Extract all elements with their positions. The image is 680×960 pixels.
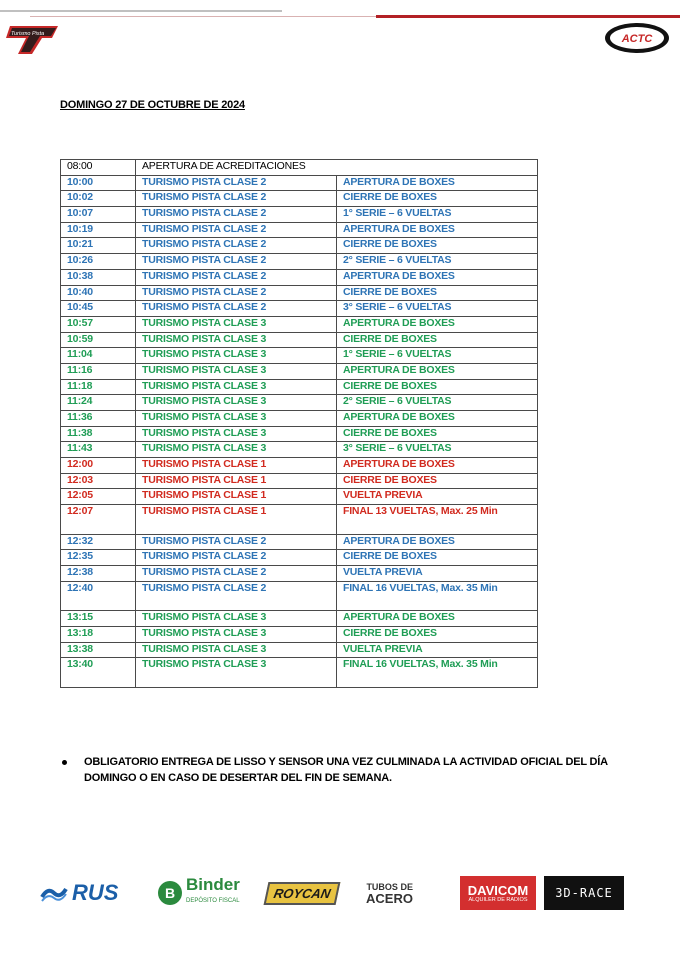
bullet-icon xyxy=(62,760,67,765)
schedule-activity: VUELTA PREVIA xyxy=(337,566,538,582)
schedule-time: 12:03 xyxy=(61,473,136,489)
schedule-time: 10:26 xyxy=(61,254,136,270)
schedule-row xyxy=(61,269,538,285)
actc-logo-text: ACTC xyxy=(621,33,653,45)
schedule-activity: 3° SERIE – 6 VUELTAS xyxy=(337,442,538,458)
schedule-activity: 1° SERIE – 6 VUELTAS xyxy=(337,348,538,364)
schedule-activity: APERTURA DE BOXES xyxy=(337,222,538,238)
schedule-category: TURISMO PISTA CLASE 3 xyxy=(136,411,337,427)
schedule-category: TURISMO PISTA CLASE 2 xyxy=(136,534,337,550)
schedule-activity: 3° SERIE – 6 VUELTAS xyxy=(337,301,538,317)
sponsor-roycan xyxy=(266,876,360,910)
schedule-row xyxy=(61,301,538,317)
schedule-category: TURISMO PISTA CLASE 3 xyxy=(136,348,337,364)
schedule-category: TURISMO PISTA CLASE 2 xyxy=(136,207,337,223)
schedule-row xyxy=(61,160,538,176)
schedule-category: TURISMO PISTA CLASE 3 xyxy=(136,426,337,442)
schedule-row xyxy=(61,566,538,582)
schedule-category: TURISMO PISTA CLASE 2 xyxy=(136,269,337,285)
schedule-time: 10:40 xyxy=(61,285,136,301)
schedule-activity: APERTURA DE BOXES xyxy=(337,316,538,332)
wave-icon xyxy=(40,883,68,903)
schedule-event: APERTURA DE ACREDITACIONES xyxy=(136,160,538,176)
schedule-activity: APERTURA DE BOXES xyxy=(337,269,538,285)
schedule-category: TURISMO PISTA CLASE 2 xyxy=(136,581,337,611)
schedule-activity: 1° SERIE – 6 VUELTAS xyxy=(337,207,538,223)
turismo-pista-logo-text: Turismo Pista xyxy=(11,31,45,37)
schedule-category: TURISMO PISTA CLASE 3 xyxy=(136,626,337,642)
header-rule-left xyxy=(0,10,282,12)
schedule-row xyxy=(61,626,538,642)
sponsor-binder-name xyxy=(186,877,240,909)
schedule-activity: CIERRE DE BOXES xyxy=(337,332,538,348)
schedule-activity: 2° SERIE – 6 VUELTAS xyxy=(337,395,538,411)
schedule-time: 12:05 xyxy=(61,489,136,505)
schedule-category: TURISMO PISTA CLASE 1 xyxy=(136,505,337,535)
schedule-time: 12:07 xyxy=(61,505,136,535)
sponsor-3d-race-name: 3D-RACE xyxy=(555,886,613,900)
sponsor-tubos-line2: ACERO xyxy=(366,891,413,906)
schedule-row xyxy=(61,191,538,207)
schedule-category: TURISMO PISTA CLASE 2 xyxy=(136,175,337,191)
sponsor-roycan-name: ROYCAN xyxy=(264,882,341,905)
schedule-activity: FINAL 13 VUELTAS, Max. 25 Min xyxy=(337,505,538,535)
schedule-row xyxy=(61,458,538,474)
schedule-time: 13:15 xyxy=(61,611,136,627)
schedule-activity: APERTURA DE BOXES xyxy=(337,458,538,474)
schedule-category: TURISMO PISTA CLASE 3 xyxy=(136,332,337,348)
schedule-time: 10:45 xyxy=(61,301,136,317)
schedule-category: TURISMO PISTA CLASE 3 xyxy=(136,658,337,688)
schedule-time: 12:38 xyxy=(61,566,136,582)
schedule-category: TURISMO PISTA CLASE 2 xyxy=(136,285,337,301)
schedule-time: 10:00 xyxy=(61,175,136,191)
schedule-activity: CIERRE DE BOXES xyxy=(337,626,538,642)
turismo-pista-logo xyxy=(6,22,60,56)
schedule-category: TURISMO PISTA CLASE 1 xyxy=(136,473,337,489)
schedule-activity: CIERRE DE BOXES xyxy=(337,473,538,489)
sponsor-tubos xyxy=(366,876,450,910)
sponsor-strip xyxy=(40,876,630,910)
actc-logo xyxy=(604,22,670,54)
schedule-time: 10:38 xyxy=(61,269,136,285)
schedule-row xyxy=(61,363,538,379)
schedule-time: 10:19 xyxy=(61,222,136,238)
schedule-activity: FINAL 16 VUELTAS, Max. 35 Min xyxy=(337,658,538,688)
schedule-activity: CIERRE DE BOXES xyxy=(337,379,538,395)
schedule-time: 10:57 xyxy=(61,316,136,332)
schedule-row xyxy=(61,285,538,301)
schedule-category: TURISMO PISTA CLASE 3 xyxy=(136,316,337,332)
schedule-row xyxy=(61,611,538,627)
schedule-category: TURISMO PISTA CLASE 3 xyxy=(136,442,337,458)
schedule-row xyxy=(61,642,538,658)
schedule-category: TURISMO PISTA CLASE 2 xyxy=(136,550,337,566)
schedule-time: 11:38 xyxy=(61,426,136,442)
schedule-row xyxy=(61,426,538,442)
schedule-row xyxy=(61,238,538,254)
schedule-category: TURISMO PISTA CLASE 1 xyxy=(136,489,337,505)
schedule-activity: CIERRE DE BOXES xyxy=(337,426,538,442)
schedule-row xyxy=(61,550,538,566)
note-text: OBLIGATORIO ENTREGA DE LISSO Y SENSOR UNA VEZ CULMINADA LA ACTIVIDAD OFICIAL DEL DÍA DOMINGO O EN CASO DE DESERTAR DEL FIN DE SEMANA. xyxy=(84,756,608,784)
schedule-row xyxy=(61,316,538,332)
schedule-row xyxy=(61,379,538,395)
sponsor-rus xyxy=(40,876,152,910)
schedule-activity: APERTURA DE BOXES xyxy=(337,411,538,427)
schedule-row xyxy=(61,489,538,505)
schedule-row xyxy=(61,348,538,364)
sponsor-davicom xyxy=(460,876,536,910)
schedule-row xyxy=(61,395,538,411)
sponsor-binder-title: Binder xyxy=(186,875,240,894)
schedule-category: TURISMO PISTA CLASE 2 xyxy=(136,191,337,207)
schedule-activity: CIERRE DE BOXES xyxy=(337,191,538,207)
schedule-row xyxy=(61,175,538,191)
schedule-category: TURISMO PISTA CLASE 2 xyxy=(136,566,337,582)
schedule-time: 11:16 xyxy=(61,363,136,379)
schedule-row xyxy=(61,442,538,458)
sponsor-davicom-sub: ALQUILER DE RADIOS xyxy=(468,896,528,903)
schedule-time: 11:04 xyxy=(61,348,136,364)
sponsor-3d-race xyxy=(544,876,624,910)
schedule-category: TURISMO PISTA CLASE 3 xyxy=(136,611,337,627)
schedule-activity: APERTURA DE BOXES xyxy=(337,363,538,379)
schedule-activity: FINAL 16 VUELTAS, Max. 35 Min xyxy=(337,581,538,611)
schedule-activity: CIERRE DE BOXES xyxy=(337,285,538,301)
schedule-row xyxy=(61,222,538,238)
schedule-category: TURISMO PISTA CLASE 1 xyxy=(136,458,337,474)
schedule-time: 10:21 xyxy=(61,238,136,254)
schedule-category: TURISMO PISTA CLASE 2 xyxy=(136,238,337,254)
schedule-time: 11:43 xyxy=(61,442,136,458)
schedule-activity: APERTURA DE BOXES xyxy=(337,611,538,627)
schedule-category: TURISMO PISTA CLASE 3 xyxy=(136,379,337,395)
schedule-category: TURISMO PISTA CLASE 3 xyxy=(136,363,337,379)
schedule-activity: VUELTA PREVIA xyxy=(337,642,538,658)
header-rule-thin xyxy=(30,16,376,17)
schedule-time: 08:00 xyxy=(61,160,136,176)
schedule-row xyxy=(61,505,538,535)
schedule-time: 12:32 xyxy=(61,534,136,550)
schedule-category: TURISMO PISTA CLASE 2 xyxy=(136,222,337,238)
schedule-time: 13:18 xyxy=(61,626,136,642)
sponsor-tubos-line1: TUBOS DE xyxy=(366,882,413,892)
schedule-category: TURISMO PISTA CLASE 3 xyxy=(136,642,337,658)
schedule-activity: VUELTA PREVIA xyxy=(337,489,538,505)
schedule-time: 10:59 xyxy=(61,332,136,348)
schedule-time: 10:02 xyxy=(61,191,136,207)
sponsor-davicom-name: DAVICOM xyxy=(467,882,529,898)
schedule-activity: APERTURA DE BOXES xyxy=(337,175,538,191)
schedule-row xyxy=(61,254,538,270)
schedule-category: TURISMO PISTA CLASE 2 xyxy=(136,254,337,270)
schedule-activity: CIERRE DE BOXES xyxy=(337,550,538,566)
schedule-activity: APERTURA DE BOXES xyxy=(337,534,538,550)
schedule-row xyxy=(61,581,538,611)
sponsor-binder xyxy=(158,876,258,910)
header-rule-right xyxy=(376,15,680,18)
sponsor-rus-name: RUS xyxy=(72,880,119,905)
note-block xyxy=(66,754,626,786)
schedule-time: 11:36 xyxy=(61,411,136,427)
sponsor-binder-sub: DEPÓSITO FISCAL xyxy=(186,898,240,904)
schedule-time: 12:00 xyxy=(61,458,136,474)
schedule-row xyxy=(61,332,538,348)
schedule-category: TURISMO PISTA CLASE 3 xyxy=(136,395,337,411)
schedule-time: 10:07 xyxy=(61,207,136,223)
sponsor-tubos-name xyxy=(366,882,413,904)
schedule-time: 12:40 xyxy=(61,581,136,611)
schedule-time: 12:35 xyxy=(61,550,136,566)
schedule-activity: CIERRE DE BOXES xyxy=(337,238,538,254)
schedule-time: 11:24 xyxy=(61,395,136,411)
schedule-row xyxy=(61,658,538,688)
schedule-time: 11:18 xyxy=(61,379,136,395)
schedule-row xyxy=(61,473,538,489)
schedule-body xyxy=(61,160,538,688)
schedule-activity: 2° SERIE – 6 VUELTAS xyxy=(337,254,538,270)
schedule-time: 13:38 xyxy=(61,642,136,658)
schedule-row xyxy=(61,411,538,427)
schedule-table xyxy=(60,159,538,688)
schedule-row xyxy=(61,534,538,550)
schedule-category: TURISMO PISTA CLASE 2 xyxy=(136,301,337,317)
schedule-time: 13:40 xyxy=(61,658,136,688)
binder-icon: B xyxy=(158,881,182,905)
page-title: DOMINGO 27 DE OCTUBRE DE 2024 xyxy=(60,99,245,111)
schedule-row xyxy=(61,207,538,223)
